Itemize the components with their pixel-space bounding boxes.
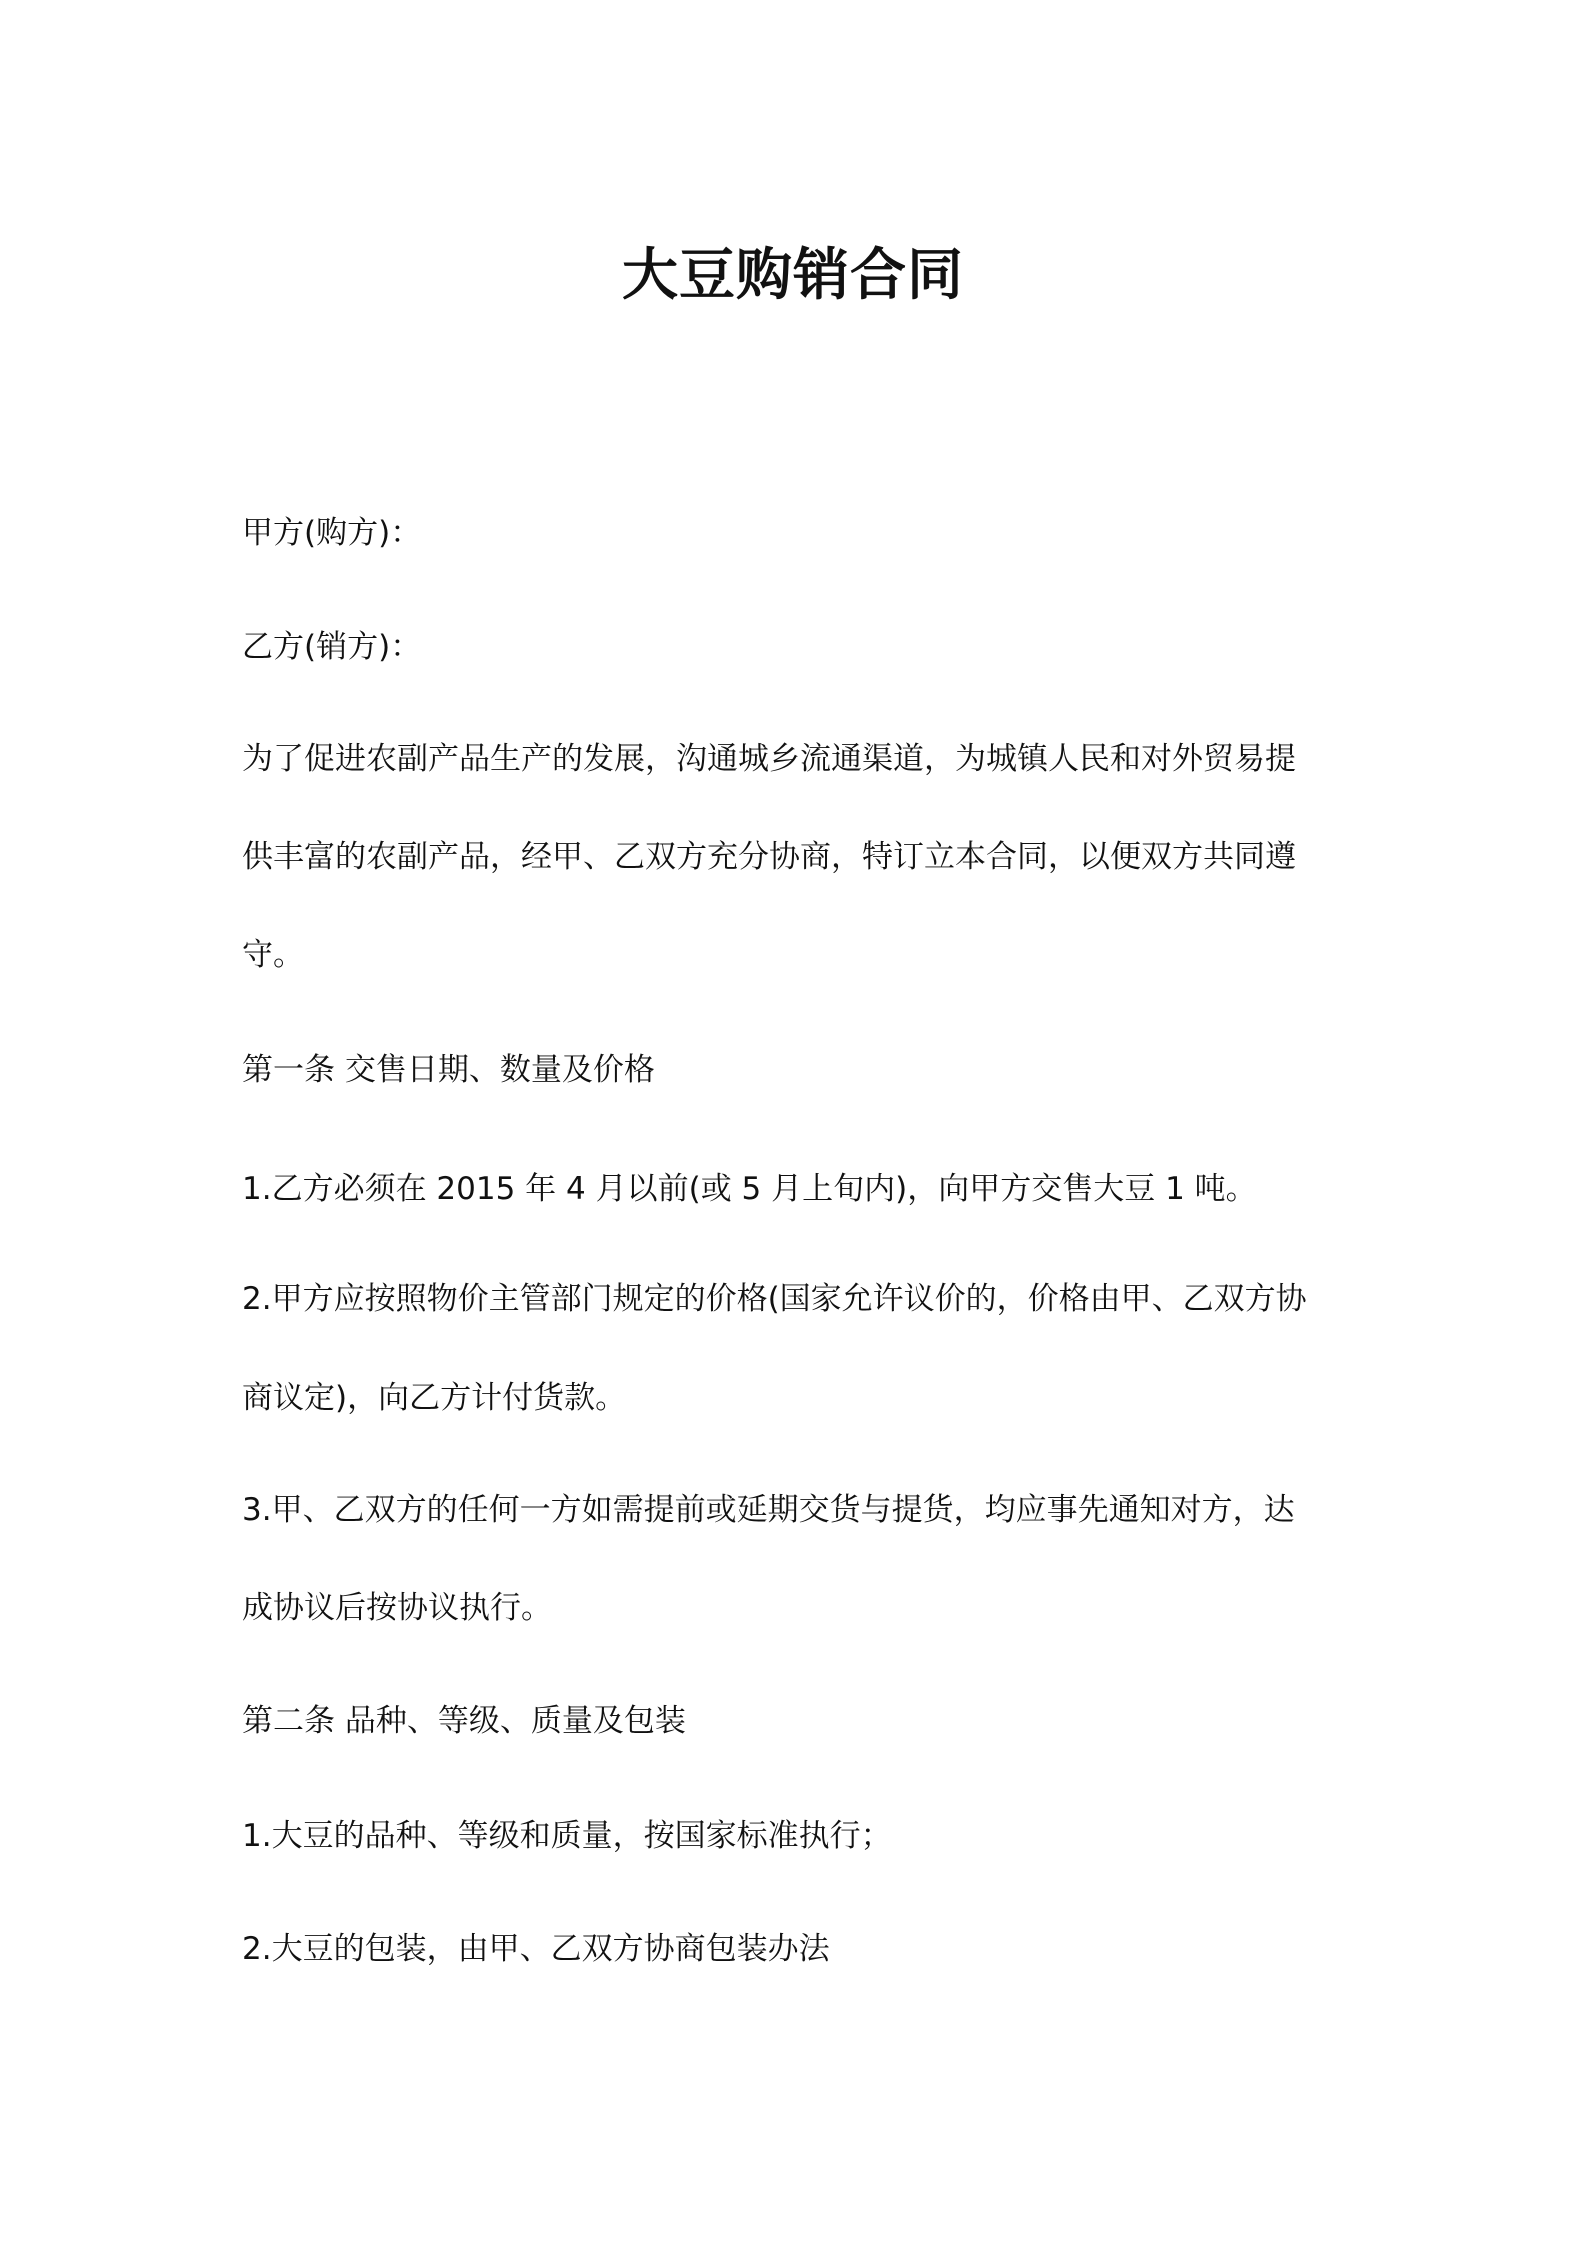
article-1-clause-3-line-2: 成协议后按协议执行。 (242, 1590, 552, 1626)
article-1-clause-1: 1.乙方必须在 2015 年 4 月以前(或 5 月上旬内)，向甲方交售大豆 1 吨。 (242, 1171, 1257, 1207)
preamble-line-2: 供丰富的农副产品，经甲、乙双方充分协商，特订立本合同，以便双方共同遵 (242, 839, 1296, 875)
article-2-clause-2: 2.大豆的包装，由甲、乙双方协商包装办法 (242, 1931, 830, 1967)
article-1-clause-3-line-1: 3.甲、乙双方的任何一方如需提前或延期交货与提货，均应事先通知对方，达 (242, 1492, 1295, 1528)
article-1-heading: 第一条 交售日期、数量及价格 (242, 1052, 655, 1088)
party-a-line: 甲方(购方)： (242, 515, 422, 551)
article-1-clause-2-line-1: 2.甲方应按照物价主管部门规定的价格(国家允许议价的，价格由甲、乙双方协 (242, 1281, 1307, 1317)
document-title: 大豆购销合同 (622, 243, 964, 308)
preamble-line-1: 为了促进农副产品生产的发展，沟通城乡流通渠道，为城镇人民和对外贸易提 (242, 741, 1296, 777)
preamble-line-3: 守。 (242, 937, 304, 973)
article-1-clause-2-line-2: 商议定)，向乙方计付货款。 (242, 1380, 627, 1416)
article-2-heading: 第二条 品种、等级、质量及包装 (242, 1703, 686, 1739)
party-b-line: 乙方(销方)： (242, 629, 422, 665)
article-2-clause-1: 1.大豆的品种、等级和质量，按国家标准执行； (242, 1818, 892, 1854)
